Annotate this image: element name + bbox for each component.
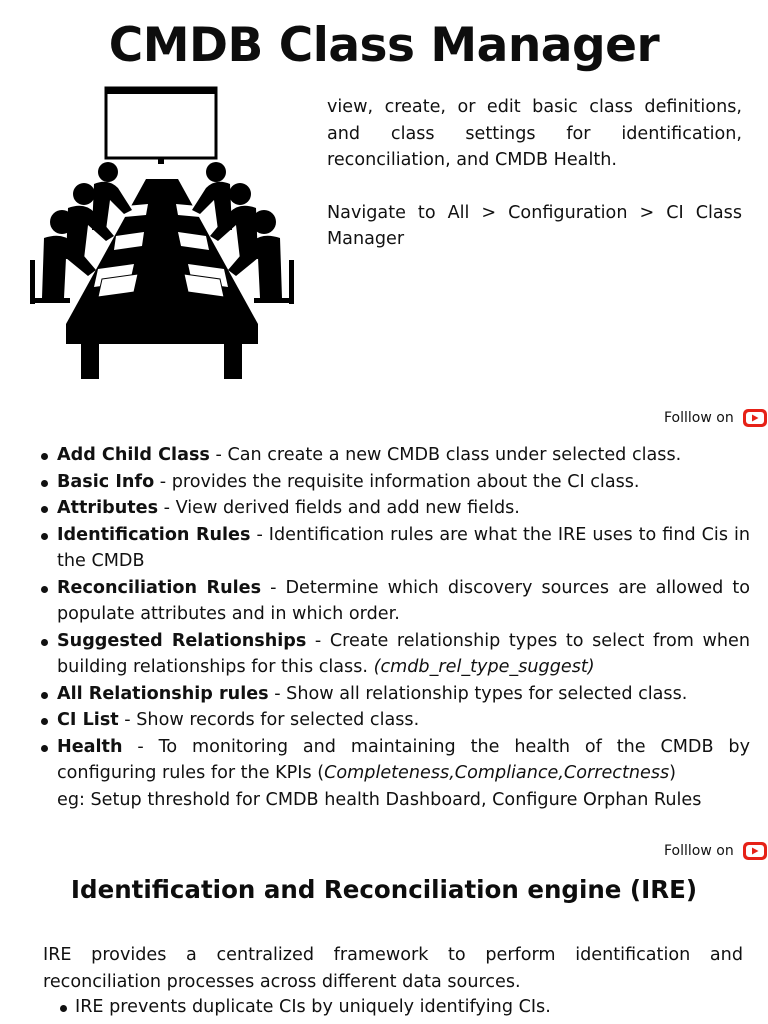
meeting-room-illustration — [26, 84, 298, 384]
follow-label: Folllow on — [664, 843, 734, 859]
follow-label: Folllow on — [664, 410, 734, 426]
class-manager-features — [38, 442, 750, 813]
intro-text — [327, 94, 742, 253]
list-item: All Relationship rules - Show all relationship types for selected class. — [38, 681, 750, 708]
list-item: CI List - Show records for selected class. — [38, 707, 750, 734]
intro-paragraph: view, create, or edit basic class definitions, and class settings for identification, reconciliation, and CMDB Health. — [327, 97, 742, 170]
ire-heading: Identification and Reconciliation engine (IRE) — [70, 875, 698, 904]
list-item: Reconciliation Rules - Determine which discovery sources are allowed to populate attributes and in which order. — [38, 575, 750, 628]
youtube-icon[interactable] — [742, 841, 768, 861]
follow-on-youtube[interactable] — [664, 408, 768, 428]
list-item: IRE prevents duplicate CIs by uniquely identifying CIs. — [58, 994, 748, 1021]
page-title: CMDB Class Manager — [108, 18, 660, 73]
list-item: Add Child Class - Can create a new CMDB class under selected class. — [38, 442, 750, 469]
health-example: eg: Setup threshold for CMDB health Dashboard, Configure Orphan Rules — [57, 789, 702, 810]
list-item: Identification Rules - Identification rules are what the IRE uses to find Cis in the CMDB — [38, 522, 750, 575]
ire-bullets — [58, 994, 748, 1021]
list-item: Health - To monitoring and maintaining the health of the CMDB by configuring rules for the KPIs (Completeness,Compliance,Correctness) eg: Setup threshold for CMDB health Dashboard, Configure Orphan Rules — [38, 734, 750, 814]
follow-on-youtube[interactable] — [664, 841, 768, 861]
list-item: Suggested Relationships - Create relationship types to select from when building relationships for this class. (cmdb_rel_type_suggest) — [38, 628, 750, 681]
ire-paragraph: IRE provides a centralized framework to perform identification and reconciliation processes across different data sources. — [43, 945, 743, 992]
youtube-icon[interactable] — [742, 408, 768, 428]
list-item: Basic Info - provides the requisite information about the CI class. — [38, 469, 750, 496]
navigation-path: Navigate to All > Configuration > CI Class Manager — [327, 202, 742, 249]
list-item: Attributes - View derived fields and add new fields. — [38, 495, 750, 522]
